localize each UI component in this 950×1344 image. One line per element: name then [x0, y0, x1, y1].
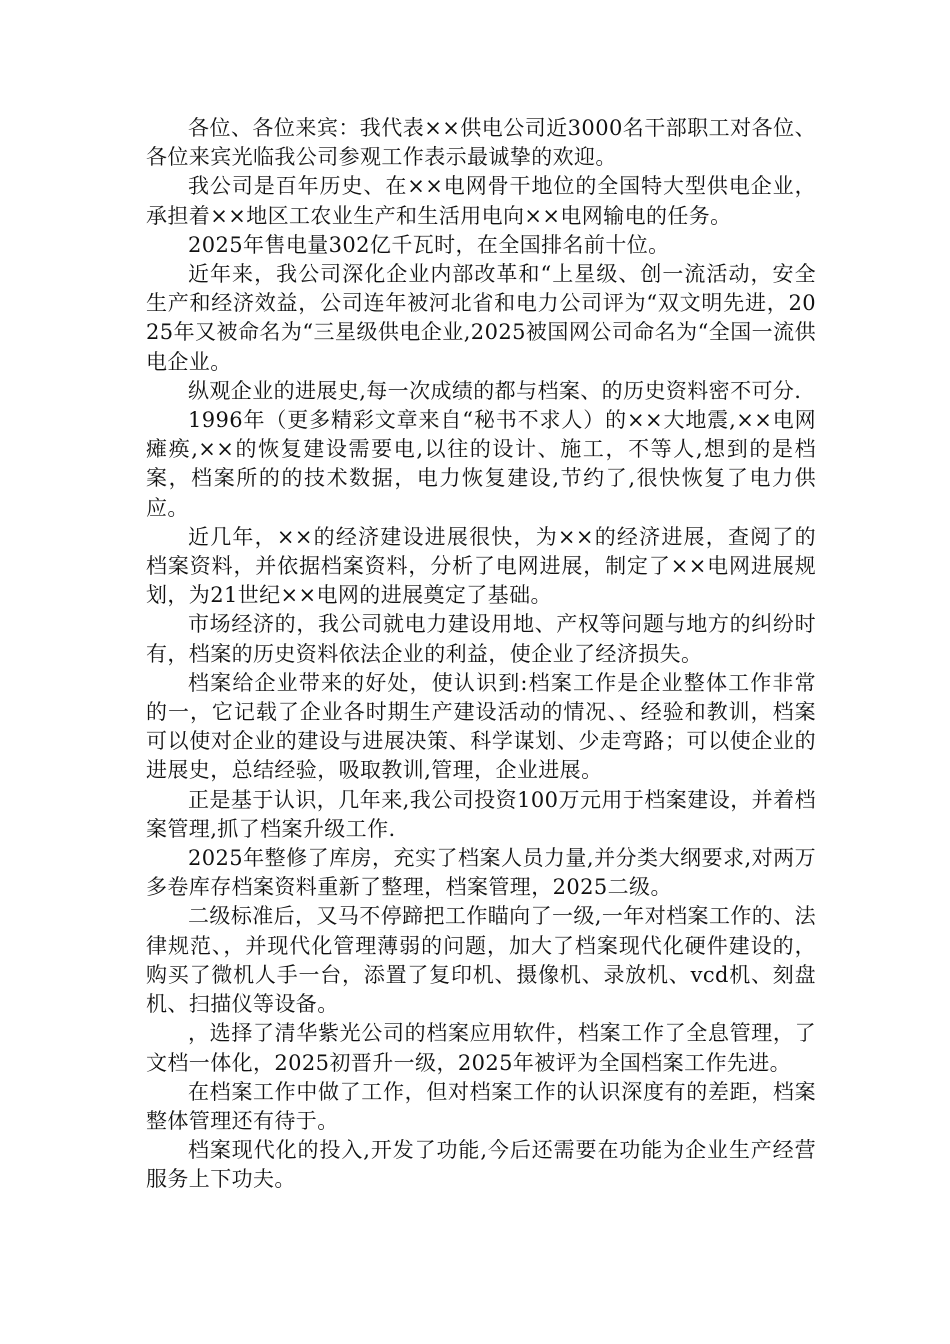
paragraph-2: 我公司是百年历史、在××电网骨干地位的全国特大型供电企业，承担着××地区工农业生产和生活用电向××电网输电的任务。 [146, 174, 816, 228]
paragraph-5: 纵观企业的进展史,每一次成绩的都与档案、的历史资料密不可分. [188, 378, 802, 403]
paragraph-9: 档案给企业带来的好处，使认识到:档案工作是企业整体工作非常的一，它记载了企业各时期生产建设活动的情况、、经验和教训，档案可以使对企业的建设与进展决策、科学谋划、少走弯路；可以使企业的进展史，总结经验，吸取教训,管理，企业进展。 [146, 670, 816, 783]
paragraph-8: 市场经济的，我公司就电力建设用地、产权等问题与地方的纠纷时有，档案的历史资料依法企业的利益，使企业了经济损失。 [146, 612, 816, 666]
document-body [146, 114, 816, 1195]
paragraph-15: 档案现代化的投入,开发了功能,今后还需要在功能为企业生产经营服务上下功夫。 [146, 1138, 816, 1192]
paragraph-4: 近年来，我公司深化企业内部改革和“上星级、创一流活动，安全生产和经济效益，公司连年被河北省和电力公司评为“双文明先进，2025年又被命名为“三星级供电企业,2025被国网公司命名为“全国一流供电企业。 [146, 262, 816, 374]
paragraph-14: 在档案工作中做了工作，但对档案工作的认识深度有的差距，档案整体管理还有待于。 [146, 1079, 816, 1133]
paragraph-6: 1996年（更多精彩文章来自“秘书不求人）的××大地震,××电网瘫痪,××的恢复建设需要电,以往的设计、施工，不等人,想到的是档案，档案所的的技术数据，电力恢复建设,节约了,很快恢复了电力供应。 [146, 408, 816, 520]
paragraph-12: 二级标准后，又马不停蹄把工作瞄向了一级,一年对档案工作的、法律规范、，并现代化管理薄弱的问题，加大了档案现代化硬件建设的，购买了微机人手一台，添置了复印机、摄像机、录放机、vcd机、刻盘机、扫描仪等设备。 [146, 904, 816, 1017]
paragraph-1: 各位、各位来宾：我代表××供电公司近3000名干部职工对各位、各位来宾光临我公司参观工作表示最诚挚的欢迎。 [146, 116, 816, 170]
paragraph-3: 2025年售电量302亿千瓦时，在全国排名前十位。 [188, 232, 670, 257]
paragraph-7: 近几年，××的经济建设进展很快，为××的经济进展，查阅了的档案资料，并依据档案资料，分析了电网进展，制定了××电网进展规划，为21世纪××电网的进展奠定了基础。 [146, 524, 816, 608]
paragraph-13: ，选择了清华紫光公司的档案应用软件，档案工作了全息管理，了文档一体化，2025初晋升一级，2025年被评为全国档案工作先进。 [146, 1021, 816, 1075]
paragraph-11: 2025年整修了库房，充实了档案人员力量,并分类大纲要求,对两万多卷库存档案资料重新了整理，档案管理，2025二级。 [146, 846, 816, 900]
paragraph-10: 正是基于认识，几年来,我公司投资100万元用于档案建设，并着档案管理,抓了档案升级工作. [146, 787, 816, 841]
